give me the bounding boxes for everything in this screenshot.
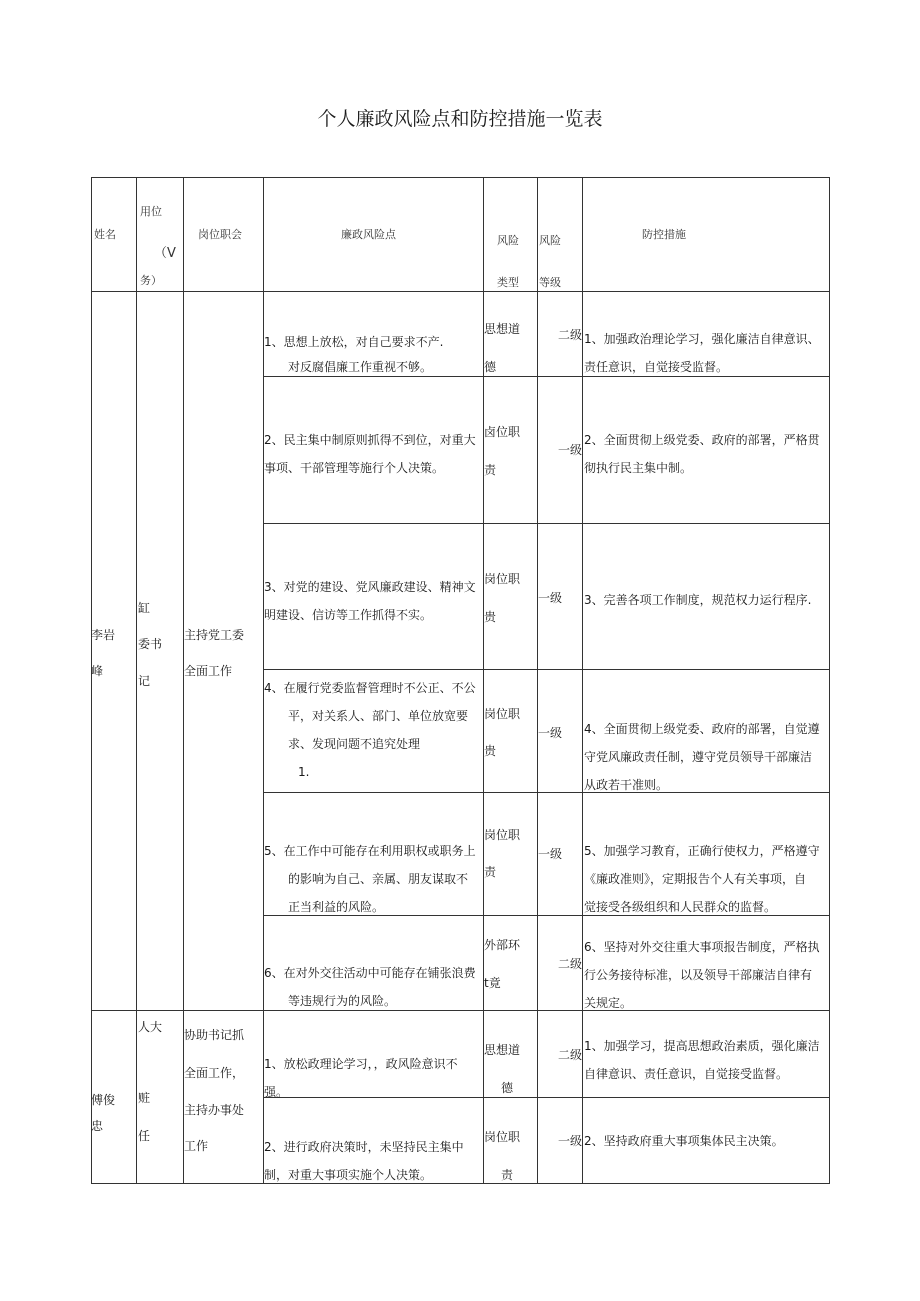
header-post: 务） <box>140 274 162 287</box>
risk-level: 一级 <box>538 847 563 861</box>
risk-line: 1、放松政理论学习，，政风险意识不 <box>264 1057 458 1071</box>
risk-type: 外部环 <box>484 938 521 952</box>
risk-level: 一级 <box>558 443 583 457</box>
measure-line: 5、加强学习教育，正确行使权力，严格遵守 <box>584 844 820 858</box>
measure-line: 责任意识，自觉接受监督。 <box>584 360 729 374</box>
measure-line: 彻执行民主集中制。 <box>584 461 693 475</box>
person-post: 委书 <box>138 637 163 651</box>
risk-line: 制，对重大事项实施个人决策。 <box>264 1168 433 1182</box>
person-name: 李岩 <box>91 628 116 642</box>
measure-line: 从政若干准则。 <box>584 778 669 792</box>
measure-line: 守党风廉政责任制，遵守党员领导干部廉洁 <box>584 750 813 764</box>
measure-line: 《廉政准则》，定期报告个人有关事项，自 <box>584 872 807 886</box>
risk-line: 的影响为自己、亲属、朋友谋取不 <box>288 872 469 886</box>
measure-line: 6、坚持对外交往重大事项报告制度，严格执 <box>584 940 820 954</box>
person-post: 赃 <box>138 1091 151 1105</box>
measure-line: 行公务接待标准，以及领导干部廉洁自律有 <box>584 968 813 982</box>
header-risk-point: 廉政风险点 <box>341 228 396 241</box>
border-right <box>829 177 830 1184</box>
header-duty: 岗位职会 <box>198 228 242 241</box>
measure-line: 2、全面贯彻上级党委、政府的部署，严格贯 <box>584 433 820 447</box>
risk-point <box>264 426 476 482</box>
risk-line: 3、对党的建设、党风廉政建设、精神文 <box>264 580 476 594</box>
header-divider <box>91 291 830 292</box>
risk-line: 5、在工作中可能存在利用职权或职务上 <box>264 844 476 858</box>
risk-level: 二级 <box>558 328 583 342</box>
risk-table <box>91 177 830 1184</box>
measure-line: 关规定。 <box>584 996 633 1010</box>
risk-type: 责 <box>484 865 497 879</box>
risk-line: 求、发现问题不追究处理 <box>288 737 421 751</box>
risk-line: 等违规行为的风险。 <box>288 994 397 1008</box>
row-divider <box>263 523 830 524</box>
risk-line: 正当利益的风险。 <box>288 900 385 914</box>
risk-level: 一级 <box>538 591 563 605</box>
header-measures: 防控措施 <box>642 228 686 241</box>
risk-level: 二级 <box>558 1048 583 1062</box>
risk-line: 1. <box>298 765 310 779</box>
col-divider <box>136 177 137 1184</box>
measure-line: 觉接受各级组织和人民群众的监督。 <box>584 900 777 914</box>
risk-type: 卤位职 <box>484 425 521 439</box>
person-duty: 主持党工委 <box>184 628 245 642</box>
risk-line: 对反腐倡廉工作重视不够。 <box>288 360 433 374</box>
measure <box>584 1134 784 1148</box>
risk-line: 4、在履行党委监督管理时不公正、不公 <box>264 681 476 695</box>
measure-line: 3、完善各项工作制度，规范权力运行程序. <box>584 593 812 607</box>
person-post: 缸 <box>138 601 151 615</box>
measure <box>584 837 820 921</box>
person-name: 傅俊 <box>91 1093 116 1107</box>
risk-point <box>264 837 476 921</box>
risk-type: 德 <box>484 360 497 374</box>
col-divider <box>537 177 538 1184</box>
person-duty: 全面工作 <box>184 664 233 678</box>
measure <box>584 1032 820 1088</box>
header-post: （V <box>154 246 176 261</box>
measure <box>584 426 820 482</box>
person-post: 任 <box>138 1129 151 1143</box>
risk-type: 德 <box>501 1081 514 1095</box>
person-post: 人大 <box>138 1020 163 1034</box>
person-name: 忠 <box>91 1119 104 1133</box>
header-risk-type: 风险 <box>497 234 519 247</box>
border-top <box>91 177 830 178</box>
risk-type: 岗位职 <box>484 707 521 721</box>
risk-type: 贵 <box>484 610 497 624</box>
measure-line: 1、加强政治理论学习，强化廉洁自律意识、 <box>584 332 820 346</box>
measure <box>584 933 820 1017</box>
person-duty: 工作 <box>184 1139 209 1153</box>
risk-point <box>264 330 443 380</box>
risk-point <box>264 959 476 1015</box>
header-risk-level: 风险 <box>539 234 561 247</box>
risk-line: 6、在对外交往活动中可能存在铺张浪费 <box>264 966 476 980</box>
header-name: 姓名 <box>94 228 116 241</box>
header-risk-type: 类型 <box>497 276 519 289</box>
risk-point <box>264 1050 458 1106</box>
measure-line: 自律意识、责任意识，自觉接受监督。 <box>584 1067 789 1081</box>
measure <box>584 593 811 607</box>
header-post: 用位 <box>140 205 162 218</box>
risk-line: 事项、干部管理等施行个人决策。 <box>264 461 445 475</box>
measure <box>584 325 820 381</box>
person-duty: 协助书记抓 <box>184 1028 245 1042</box>
page-title: 个人廉政风险点和防控措施一览表 <box>317 108 603 130</box>
risk-level: 一级 <box>538 726 563 740</box>
person-duty: 主持办事处 <box>184 1103 245 1117</box>
risk-level: 二级 <box>558 957 583 971</box>
risk-line: 强。 <box>264 1085 289 1099</box>
col-divider <box>582 177 583 1184</box>
risk-line: 1、思想上放松，对自己要求不产. <box>264 335 444 349</box>
risk-type: 责 <box>484 463 497 477</box>
risk-type: 责 <box>501 1168 514 1182</box>
person-name: 峰 <box>91 664 104 678</box>
risk-type: 思想道 <box>484 322 521 336</box>
measure-line: 4、全面贯彻上级党委、政府的部署，自觉遵 <box>584 722 820 736</box>
row-divider <box>263 669 830 670</box>
person-duty: 全面工作， <box>184 1066 245 1080</box>
risk-line: 平，对关系人、部门、单位放宽要 <box>288 709 469 723</box>
risk-level: 一级 <box>558 1134 583 1148</box>
risk-line: 2、民主集中制原则抓得不到位，对重大 <box>264 433 476 447</box>
measure-line: 1、加强学习，提高思想政治素质，强化廉洁 <box>584 1039 820 1053</box>
risk-type: t竟 <box>484 976 501 990</box>
header-risk-level: 等级 <box>539 276 561 289</box>
risk-point <box>264 573 476 629</box>
risk-type: 贵 <box>484 744 497 758</box>
risk-type: 岗位职 <box>484 572 521 586</box>
risk-type: 岗位职 <box>484 828 521 842</box>
risk-point <box>264 1133 464 1189</box>
measure-line: 2、坚持政府重大事项集体民主决策。 <box>584 1134 784 1148</box>
border-left <box>91 177 92 1184</box>
risk-type: 思想道 <box>484 1043 521 1057</box>
measure <box>584 715 820 799</box>
risk-type: 岗位职 <box>484 1130 521 1144</box>
risk-line: 明建设、信访等工作抓得不实。 <box>264 608 433 622</box>
risk-line: 2、进行政府决策时，未坚持民主集中 <box>264 1140 464 1154</box>
risk-point <box>264 674 476 786</box>
person-post: 记 <box>138 674 151 688</box>
